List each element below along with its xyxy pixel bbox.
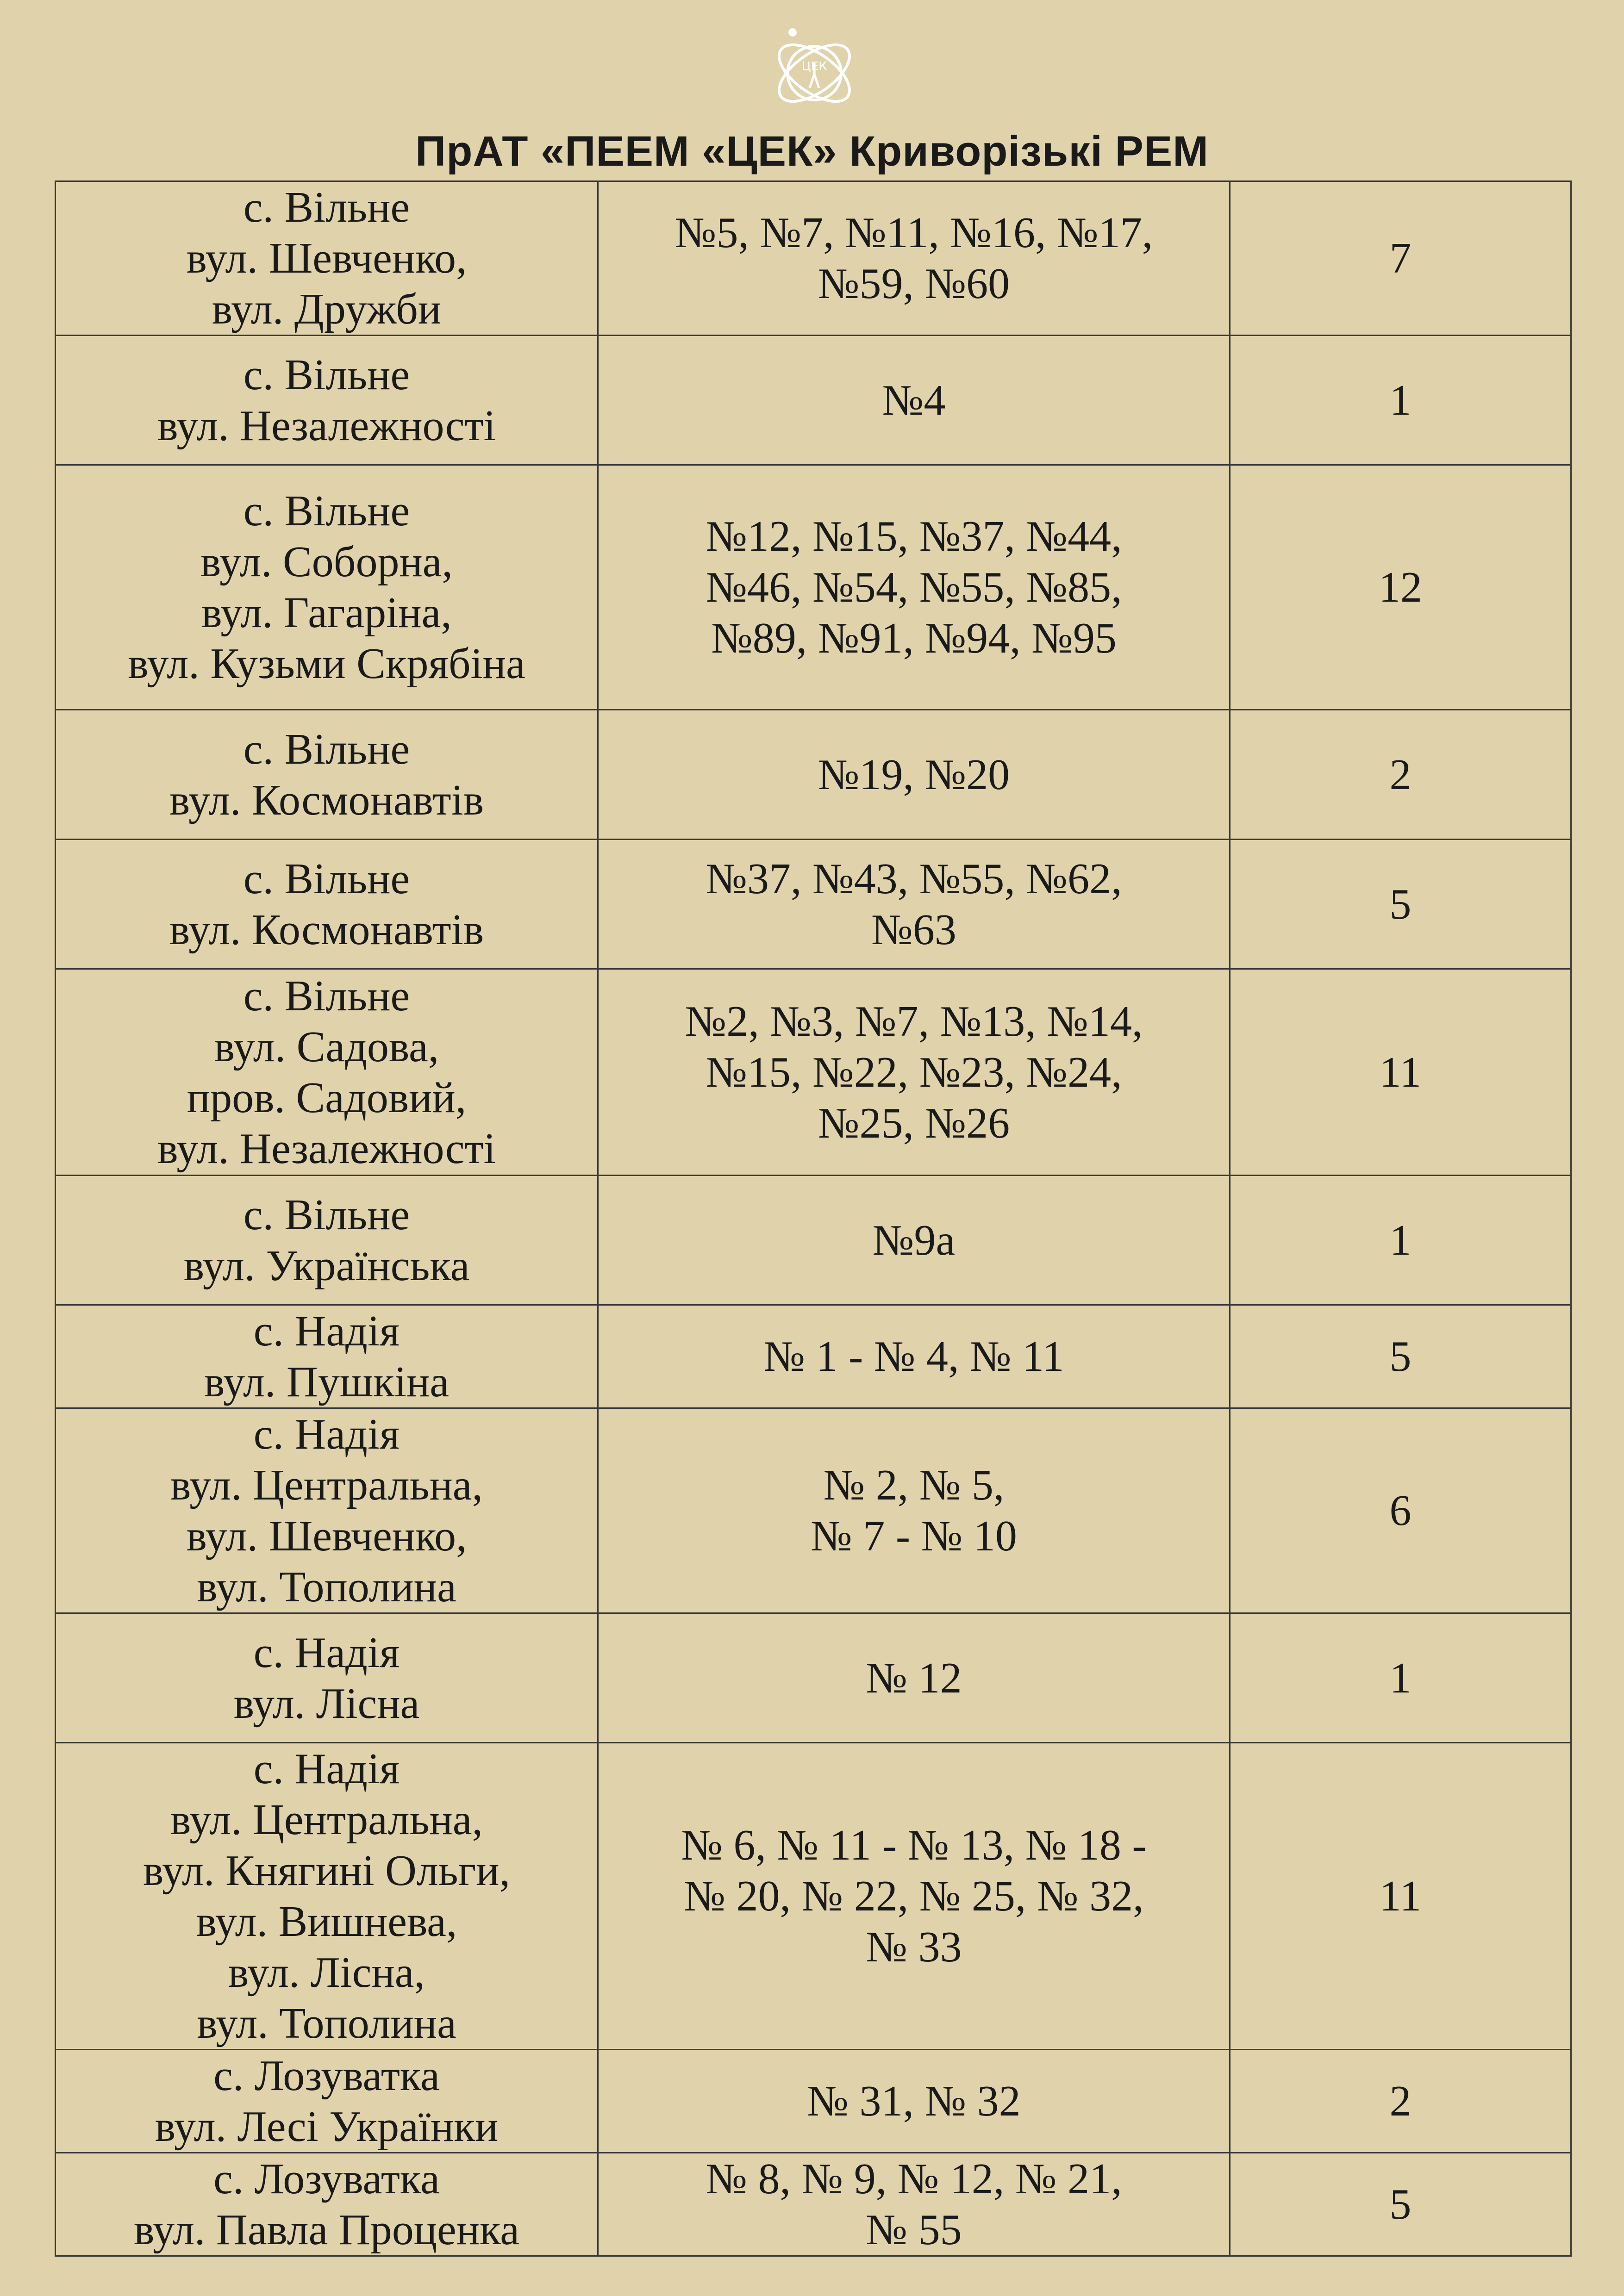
houses-cell: № 31, № 32 xyxy=(598,2050,1230,2153)
count-cell: 1 xyxy=(1230,1176,1571,1305)
address-cell: с. Вільне вул. Соборна, вул. Гагаріна, вул. Кузьми Скрябіна xyxy=(56,465,598,710)
table-row xyxy=(56,1408,1571,1613)
houses-cell: № 1 - № 4, № 11 xyxy=(598,1305,1230,1408)
count-cell: 2 xyxy=(1230,710,1571,840)
table-row xyxy=(56,1613,1571,1743)
table-row xyxy=(56,969,1571,1176)
houses-cell: № 8, № 9, № 12, № 21, № 55 xyxy=(598,2153,1230,2256)
address-cell: с. Надія вул. Лісна xyxy=(56,1613,598,1743)
count-cell: 11 xyxy=(1230,969,1571,1176)
address-cell: с. Вільне вул. Українська xyxy=(56,1176,598,1305)
table-row xyxy=(56,1743,1571,2050)
houses-cell: №9а xyxy=(598,1176,1230,1305)
table-row xyxy=(56,710,1571,840)
count-cell: 5 xyxy=(1230,2153,1571,2256)
address-cell: с. Вільне вул. Космонавтів xyxy=(56,840,598,969)
table-row xyxy=(56,336,1571,465)
table-row xyxy=(56,2153,1571,2256)
count-cell: 12 xyxy=(1230,465,1571,710)
houses-cell: №19, №20 xyxy=(598,710,1230,840)
houses-cell: № 2, № 5, № 7 - № 10 xyxy=(598,1408,1230,1613)
count-cell: 7 xyxy=(1230,181,1571,336)
logo-lettering: ЦЕК xyxy=(801,60,827,74)
address-cell: с. Лозуватка вул. Лесі Українки xyxy=(56,2050,598,2153)
houses-cell: №5, №7, №11, №16, №17, №59, №60 xyxy=(598,181,1230,336)
count-cell: 6 xyxy=(1230,1408,1571,1613)
houses-cell: №37, №43, №55, №62, №63 xyxy=(598,840,1230,969)
table-row xyxy=(56,181,1571,336)
count-cell: 1 xyxy=(1230,1613,1571,1743)
table-row xyxy=(56,465,1571,710)
houses-cell: №2, №3, №7, №13, №14, №15, №22, №23, №24, №25, №26 xyxy=(598,969,1230,1176)
company-logo xyxy=(766,19,863,120)
address-cell: с. Вільне вул. Незалежності xyxy=(56,336,598,465)
count-cell: 5 xyxy=(1230,1305,1571,1408)
count-cell: 11 xyxy=(1230,1743,1571,2050)
address-cell: с. Надія вул. Пушкіна xyxy=(56,1305,598,1408)
count-cell: 2 xyxy=(1230,2050,1571,2153)
address-cell: с. Вільне вул. Шевченко, вул. Дружби xyxy=(56,181,598,336)
address-cell: с. Надія вул. Центральна, вул. Княгині Ольги, вул. Вишнева, вул. Лісна, вул. Тополина xyxy=(56,1743,598,2050)
address-cell: с. Вільне вул. Космонавтів xyxy=(56,710,598,840)
houses-cell: № 12 xyxy=(598,1613,1230,1743)
outage-table xyxy=(55,180,1572,2257)
table-row xyxy=(56,840,1571,969)
page-title: ПрАТ «ПЕЕМ «ЦЕК» Криворізькі РЕМ xyxy=(415,128,1209,175)
houses-cell: № 6, № 11 - № 13, № 18 - № 20, № 22, № 25, № 32, № 33 xyxy=(598,1743,1230,2050)
houses-cell: №12, №15, №37, №44, №46, №54, №55, №85, №89, №91, №94, №95 xyxy=(598,465,1230,710)
table-row xyxy=(56,2050,1571,2153)
table-row xyxy=(56,1176,1571,1305)
houses-cell: №4 xyxy=(598,336,1230,465)
table-row xyxy=(56,1305,1571,1408)
count-cell: 5 xyxy=(1230,840,1571,969)
address-cell: с. Надія вул. Центральна, вул. Шевченко, вул. Тополина xyxy=(56,1408,598,1613)
count-cell: 1 xyxy=(1230,336,1571,465)
address-cell: с. Вільне вул. Садова, пров. Садовий, вул. Незалежності xyxy=(56,969,598,1176)
address-cell: с. Лозуватка вул. Павла Проценка xyxy=(56,2153,598,2256)
